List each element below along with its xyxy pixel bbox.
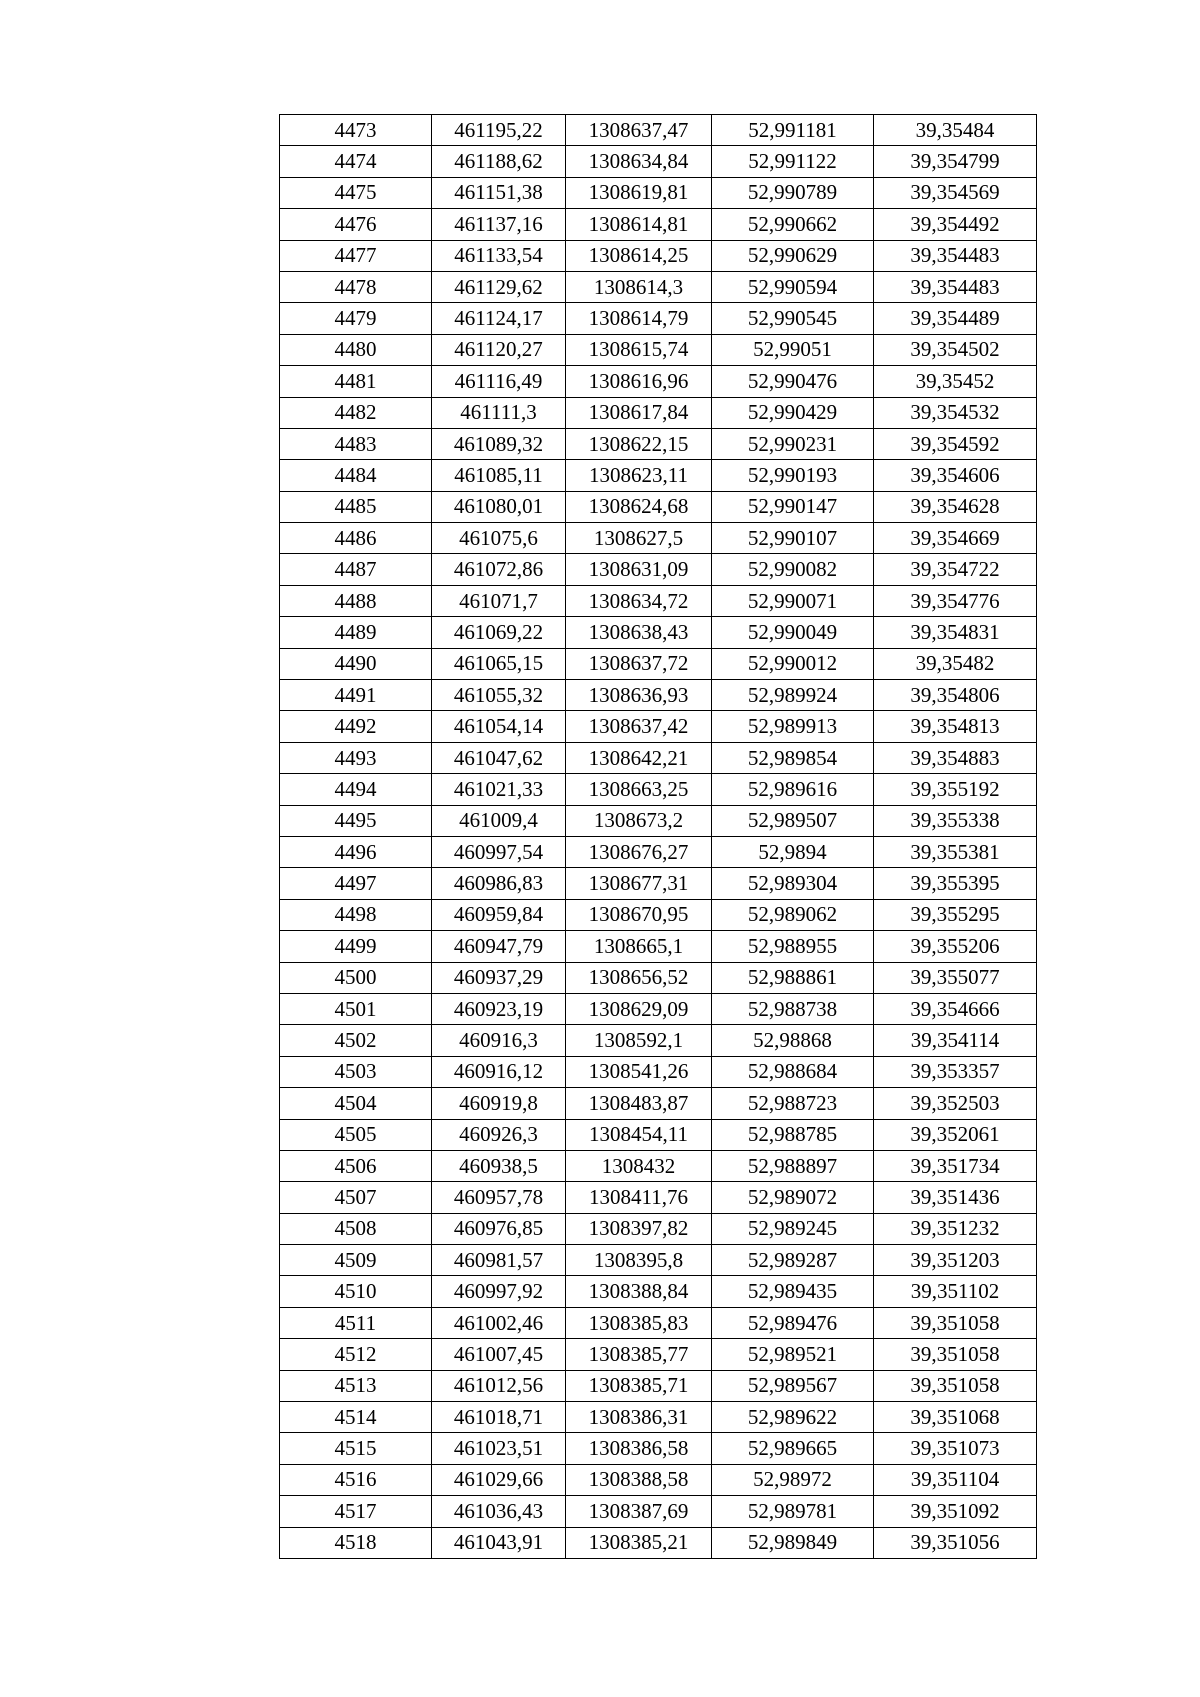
y-coordinate-cell: 1308385,77 <box>566 1339 712 1370</box>
latitude-cell: 52,990231 <box>712 428 874 459</box>
table-row <box>280 523 1037 554</box>
longitude-cell: 39,35482 <box>874 648 1037 679</box>
x-coordinate-cell: 461036,43 <box>432 1496 566 1527</box>
table-row <box>280 1527 1037 1558</box>
longitude-cell: 39,354606 <box>874 460 1037 491</box>
x-coordinate-cell: 460938,5 <box>432 1150 566 1181</box>
x-coordinate-cell: 461018,71 <box>432 1402 566 1433</box>
longitude-cell: 39,354806 <box>874 680 1037 711</box>
point-number-cell: 4510 <box>280 1276 432 1307</box>
table-row <box>280 1496 1037 1527</box>
latitude-cell: 52,989567 <box>712 1370 874 1401</box>
point-number-cell: 4475 <box>280 177 432 208</box>
x-coordinate-cell: 461054,14 <box>432 711 566 742</box>
table-row <box>280 836 1037 867</box>
latitude-cell: 52,990012 <box>712 648 874 679</box>
x-coordinate-cell: 461009,4 <box>432 805 566 836</box>
point-number-cell: 4503 <box>280 1056 432 1087</box>
y-coordinate-cell: 1308614,3 <box>566 271 712 302</box>
point-number-cell: 4490 <box>280 648 432 679</box>
longitude-cell: 39,355192 <box>874 774 1037 805</box>
x-coordinate-cell: 460916,3 <box>432 1025 566 1056</box>
table-row <box>280 742 1037 773</box>
y-coordinate-cell: 1308387,69 <box>566 1496 712 1527</box>
y-coordinate-cell: 1308592,1 <box>566 1025 712 1056</box>
x-coordinate-cell: 461116,49 <box>432 366 566 397</box>
table-row <box>280 491 1037 522</box>
latitude-cell: 52,990071 <box>712 585 874 616</box>
table-row <box>280 146 1037 177</box>
point-number-cell: 4496 <box>280 836 432 867</box>
x-coordinate-cell: 461029,66 <box>432 1464 566 1495</box>
x-coordinate-cell: 461069,22 <box>432 617 566 648</box>
point-number-cell: 4495 <box>280 805 432 836</box>
longitude-cell: 39,351068 <box>874 1402 1037 1433</box>
longitude-cell: 39,355395 <box>874 868 1037 899</box>
x-coordinate-cell: 460997,54 <box>432 836 566 867</box>
table-row <box>280 774 1037 805</box>
y-coordinate-cell: 1308642,21 <box>566 742 712 773</box>
latitude-cell: 52,990594 <box>712 271 874 302</box>
latitude-cell: 52,990107 <box>712 523 874 554</box>
x-coordinate-cell: 461080,01 <box>432 491 566 522</box>
point-number-cell: 4511 <box>280 1307 432 1338</box>
table-row <box>280 1182 1037 1213</box>
latitude-cell: 52,989849 <box>712 1527 874 1558</box>
latitude-cell: 52,990476 <box>712 366 874 397</box>
latitude-cell: 52,991181 <box>712 115 874 146</box>
x-coordinate-cell: 460986,83 <box>432 868 566 899</box>
table-row <box>280 680 1037 711</box>
point-number-cell: 4473 <box>280 115 432 146</box>
longitude-cell: 39,351058 <box>874 1307 1037 1338</box>
table-row <box>280 397 1037 428</box>
latitude-cell: 52,988785 <box>712 1119 874 1150</box>
latitude-cell: 52,989622 <box>712 1402 874 1433</box>
y-coordinate-cell: 1308614,81 <box>566 209 712 240</box>
latitude-cell: 52,989665 <box>712 1433 874 1464</box>
y-coordinate-cell: 1308670,95 <box>566 899 712 930</box>
point-number-cell: 4492 <box>280 711 432 742</box>
latitude-cell: 52,988955 <box>712 931 874 962</box>
latitude-cell: 52,989062 <box>712 899 874 930</box>
table-row <box>280 240 1037 271</box>
latitude-cell: 52,988897 <box>712 1150 874 1181</box>
table-row <box>280 1119 1037 1150</box>
longitude-cell: 39,354492 <box>874 209 1037 240</box>
point-number-cell: 4484 <box>280 460 432 491</box>
table-row <box>280 1088 1037 1119</box>
longitude-cell: 39,354666 <box>874 993 1037 1024</box>
latitude-cell: 52,99051 <box>712 334 874 365</box>
latitude-cell: 52,989304 <box>712 868 874 899</box>
longitude-cell: 39,354813 <box>874 711 1037 742</box>
y-coordinate-cell: 1308665,1 <box>566 931 712 962</box>
x-coordinate-cell: 461021,33 <box>432 774 566 805</box>
longitude-cell: 39,354628 <box>874 491 1037 522</box>
point-number-cell: 4517 <box>280 1496 432 1527</box>
longitude-cell: 39,351104 <box>874 1464 1037 1495</box>
latitude-cell: 52,990049 <box>712 617 874 648</box>
longitude-cell: 39,354483 <box>874 240 1037 271</box>
latitude-cell: 52,989072 <box>712 1182 874 1213</box>
table-row <box>280 334 1037 365</box>
longitude-cell: 39,351102 <box>874 1276 1037 1307</box>
table-row <box>280 271 1037 302</box>
x-coordinate-cell: 461047,62 <box>432 742 566 773</box>
x-coordinate-cell: 461151,38 <box>432 177 566 208</box>
latitude-cell: 52,989854 <box>712 742 874 773</box>
latitude-cell: 52,9894 <box>712 836 874 867</box>
table-row <box>280 1150 1037 1181</box>
y-coordinate-cell: 1308386,58 <box>566 1433 712 1464</box>
table-row <box>280 1276 1037 1307</box>
x-coordinate-cell: 460976,85 <box>432 1213 566 1244</box>
y-coordinate-cell: 1308637,42 <box>566 711 712 742</box>
table-row <box>280 115 1037 146</box>
longitude-cell: 39,354831 <box>874 617 1037 648</box>
longitude-cell: 39,354502 <box>874 334 1037 365</box>
y-coordinate-cell: 1308636,93 <box>566 680 712 711</box>
point-number-cell: 4478 <box>280 271 432 302</box>
x-coordinate-cell: 461071,7 <box>432 585 566 616</box>
point-number-cell: 4476 <box>280 209 432 240</box>
y-coordinate-cell: 1308385,21 <box>566 1527 712 1558</box>
longitude-cell: 39,354722 <box>874 554 1037 585</box>
longitude-cell: 39,354776 <box>874 585 1037 616</box>
coordinates-table <box>279 114 1037 1559</box>
longitude-cell: 39,351092 <box>874 1496 1037 1527</box>
x-coordinate-cell: 460997,92 <box>432 1276 566 1307</box>
latitude-cell: 52,989507 <box>712 805 874 836</box>
table-row <box>280 962 1037 993</box>
longitude-cell: 39,354483 <box>874 271 1037 302</box>
y-coordinate-cell: 1308676,27 <box>566 836 712 867</box>
y-coordinate-cell: 1308634,84 <box>566 146 712 177</box>
latitude-cell: 52,989781 <box>712 1496 874 1527</box>
longitude-cell: 39,354669 <box>874 523 1037 554</box>
y-coordinate-cell: 1308663,25 <box>566 774 712 805</box>
y-coordinate-cell: 1308614,25 <box>566 240 712 271</box>
y-coordinate-cell: 1308629,09 <box>566 993 712 1024</box>
longitude-cell: 39,354799 <box>874 146 1037 177</box>
table-row <box>280 931 1037 962</box>
longitude-cell: 39,352061 <box>874 1119 1037 1150</box>
latitude-cell: 52,990662 <box>712 209 874 240</box>
latitude-cell: 52,990082 <box>712 554 874 585</box>
x-coordinate-cell: 461012,56 <box>432 1370 566 1401</box>
longitude-cell: 39,351058 <box>874 1339 1037 1370</box>
x-coordinate-cell: 460957,78 <box>432 1182 566 1213</box>
y-coordinate-cell: 1308623,11 <box>566 460 712 491</box>
x-coordinate-cell: 461002,46 <box>432 1307 566 1338</box>
y-coordinate-cell: 1308614,79 <box>566 303 712 334</box>
point-number-cell: 4491 <box>280 680 432 711</box>
point-number-cell: 4499 <box>280 931 432 962</box>
longitude-cell: 39,354569 <box>874 177 1037 208</box>
x-coordinate-cell: 461007,45 <box>432 1339 566 1370</box>
latitude-cell: 52,989616 <box>712 774 874 805</box>
table-row <box>280 1433 1037 1464</box>
y-coordinate-cell: 1308627,5 <box>566 523 712 554</box>
latitude-cell: 52,988684 <box>712 1056 874 1087</box>
point-number-cell: 4493 <box>280 742 432 773</box>
table-row <box>280 648 1037 679</box>
longitude-cell: 39,355206 <box>874 931 1037 962</box>
longitude-cell: 39,354489 <box>874 303 1037 334</box>
x-coordinate-cell: 461195,22 <box>432 115 566 146</box>
y-coordinate-cell: 1308541,26 <box>566 1056 712 1087</box>
latitude-cell: 52,990789 <box>712 177 874 208</box>
point-number-cell: 4483 <box>280 428 432 459</box>
longitude-cell: 39,352503 <box>874 1088 1037 1119</box>
x-coordinate-cell: 461075,6 <box>432 523 566 554</box>
y-coordinate-cell: 1308622,15 <box>566 428 712 459</box>
x-coordinate-cell: 461137,16 <box>432 209 566 240</box>
x-coordinate-cell: 461188,62 <box>432 146 566 177</box>
table-row <box>280 617 1037 648</box>
y-coordinate-cell: 1308454,11 <box>566 1119 712 1150</box>
x-coordinate-cell: 461133,54 <box>432 240 566 271</box>
point-number-cell: 4518 <box>280 1527 432 1558</box>
x-coordinate-cell: 461055,32 <box>432 680 566 711</box>
y-coordinate-cell: 1308656,52 <box>566 962 712 993</box>
latitude-cell: 52,989521 <box>712 1339 874 1370</box>
table-row <box>280 303 1037 334</box>
point-number-cell: 4482 <box>280 397 432 428</box>
y-coordinate-cell: 1308619,81 <box>566 177 712 208</box>
y-coordinate-cell: 1308397,82 <box>566 1213 712 1244</box>
longitude-cell: 39,351073 <box>874 1433 1037 1464</box>
x-coordinate-cell: 460926,3 <box>432 1119 566 1150</box>
longitude-cell: 39,35484 <box>874 115 1037 146</box>
latitude-cell: 52,98972 <box>712 1464 874 1495</box>
y-coordinate-cell: 1308638,43 <box>566 617 712 648</box>
y-coordinate-cell: 1308395,8 <box>566 1245 712 1276</box>
point-number-cell: 4498 <box>280 899 432 930</box>
table-row <box>280 1307 1037 1338</box>
x-coordinate-cell: 461129,62 <box>432 271 566 302</box>
latitude-cell: 52,990147 <box>712 491 874 522</box>
point-number-cell: 4486 <box>280 523 432 554</box>
point-number-cell: 4514 <box>280 1402 432 1433</box>
latitude-cell: 52,990545 <box>712 303 874 334</box>
y-coordinate-cell: 1308677,31 <box>566 868 712 899</box>
point-number-cell: 4477 <box>280 240 432 271</box>
y-coordinate-cell: 1308386,31 <box>566 1402 712 1433</box>
latitude-cell: 52,990429 <box>712 397 874 428</box>
y-coordinate-cell: 1308624,68 <box>566 491 712 522</box>
longitude-cell: 39,351058 <box>874 1370 1037 1401</box>
latitude-cell: 52,988861 <box>712 962 874 993</box>
longitude-cell: 39,354114 <box>874 1025 1037 1056</box>
point-number-cell: 4485 <box>280 491 432 522</box>
longitude-cell: 39,35452 <box>874 366 1037 397</box>
table-row <box>280 428 1037 459</box>
table-row <box>280 209 1037 240</box>
point-number-cell: 4501 <box>280 993 432 1024</box>
y-coordinate-cell: 1308411,76 <box>566 1182 712 1213</box>
x-coordinate-cell: 460937,29 <box>432 962 566 993</box>
point-number-cell: 4474 <box>280 146 432 177</box>
point-number-cell: 4504 <box>280 1088 432 1119</box>
point-number-cell: 4480 <box>280 334 432 365</box>
point-number-cell: 4506 <box>280 1150 432 1181</box>
x-coordinate-cell: 460947,79 <box>432 931 566 962</box>
table-row <box>280 366 1037 397</box>
point-number-cell: 4479 <box>280 303 432 334</box>
y-coordinate-cell: 1308388,58 <box>566 1464 712 1495</box>
latitude-cell: 52,988723 <box>712 1088 874 1119</box>
y-coordinate-cell: 1308615,74 <box>566 334 712 365</box>
latitude-cell: 52,989913 <box>712 711 874 742</box>
point-number-cell: 4512 <box>280 1339 432 1370</box>
x-coordinate-cell: 461089,32 <box>432 428 566 459</box>
longitude-cell: 39,353357 <box>874 1056 1037 1087</box>
x-coordinate-cell: 460981,57 <box>432 1245 566 1276</box>
longitude-cell: 39,351056 <box>874 1527 1037 1558</box>
point-number-cell: 4505 <box>280 1119 432 1150</box>
latitude-cell: 52,989476 <box>712 1307 874 1338</box>
table-row <box>280 1402 1037 1433</box>
point-number-cell: 4481 <box>280 366 432 397</box>
x-coordinate-cell: 461085,11 <box>432 460 566 491</box>
longitude-cell: 39,351734 <box>874 1150 1037 1181</box>
table-row <box>280 585 1037 616</box>
y-coordinate-cell: 1308631,09 <box>566 554 712 585</box>
y-coordinate-cell: 1308637,47 <box>566 115 712 146</box>
table-row <box>280 177 1037 208</box>
point-number-cell: 4500 <box>280 962 432 993</box>
table-row <box>280 1339 1037 1370</box>
y-coordinate-cell: 1308637,72 <box>566 648 712 679</box>
longitude-cell: 39,355381 <box>874 836 1037 867</box>
x-coordinate-cell: 461124,17 <box>432 303 566 334</box>
longitude-cell: 39,351232 <box>874 1213 1037 1244</box>
table-row <box>280 805 1037 836</box>
y-coordinate-cell: 1308385,83 <box>566 1307 712 1338</box>
y-coordinate-cell: 1308617,84 <box>566 397 712 428</box>
x-coordinate-cell: 461072,86 <box>432 554 566 585</box>
table-row <box>280 899 1037 930</box>
longitude-cell: 39,351436 <box>874 1182 1037 1213</box>
table-row <box>280 1213 1037 1244</box>
point-number-cell: 4487 <box>280 554 432 585</box>
x-coordinate-cell: 461023,51 <box>432 1433 566 1464</box>
table-row <box>280 554 1037 585</box>
longitude-cell: 39,354883 <box>874 742 1037 773</box>
table-row <box>280 868 1037 899</box>
latitude-cell: 52,990629 <box>712 240 874 271</box>
point-number-cell: 4497 <box>280 868 432 899</box>
latitude-cell: 52,989435 <box>712 1276 874 1307</box>
point-number-cell: 4488 <box>280 585 432 616</box>
latitude-cell: 52,990193 <box>712 460 874 491</box>
point-number-cell: 4509 <box>280 1245 432 1276</box>
point-number-cell: 4507 <box>280 1182 432 1213</box>
y-coordinate-cell: 1308432 <box>566 1150 712 1181</box>
table-row <box>280 1245 1037 1276</box>
y-coordinate-cell: 1308388,84 <box>566 1276 712 1307</box>
table-row <box>280 460 1037 491</box>
table-row <box>280 711 1037 742</box>
latitude-cell: 52,98868 <box>712 1025 874 1056</box>
y-coordinate-cell: 1308483,87 <box>566 1088 712 1119</box>
x-coordinate-cell: 461120,27 <box>432 334 566 365</box>
table-row <box>280 1464 1037 1495</box>
x-coordinate-cell: 461065,15 <box>432 648 566 679</box>
y-coordinate-cell: 1308673,2 <box>566 805 712 836</box>
longitude-cell: 39,354592 <box>874 428 1037 459</box>
longitude-cell: 39,354532 <box>874 397 1037 428</box>
latitude-cell: 52,989287 <box>712 1245 874 1276</box>
point-number-cell: 4513 <box>280 1370 432 1401</box>
point-number-cell: 4516 <box>280 1464 432 1495</box>
x-coordinate-cell: 461043,91 <box>432 1527 566 1558</box>
point-number-cell: 4489 <box>280 617 432 648</box>
longitude-cell: 39,355338 <box>874 805 1037 836</box>
x-coordinate-cell: 461111,3 <box>432 397 566 428</box>
table-row <box>280 1056 1037 1087</box>
table-row <box>280 1025 1037 1056</box>
y-coordinate-cell: 1308634,72 <box>566 585 712 616</box>
latitude-cell: 52,989924 <box>712 680 874 711</box>
point-number-cell: 4502 <box>280 1025 432 1056</box>
longitude-cell: 39,355077 <box>874 962 1037 993</box>
point-number-cell: 4494 <box>280 774 432 805</box>
latitude-cell: 52,989245 <box>712 1213 874 1244</box>
latitude-cell: 52,988738 <box>712 993 874 1024</box>
point-number-cell: 4515 <box>280 1433 432 1464</box>
table-row <box>280 993 1037 1024</box>
y-coordinate-cell: 1308616,96 <box>566 366 712 397</box>
table-row <box>280 1370 1037 1401</box>
y-coordinate-cell: 1308385,71 <box>566 1370 712 1401</box>
x-coordinate-cell: 460916,12 <box>432 1056 566 1087</box>
latitude-cell: 52,991122 <box>712 146 874 177</box>
x-coordinate-cell: 460923,19 <box>432 993 566 1024</box>
coordinates-table-body <box>280 115 1037 1559</box>
longitude-cell: 39,351203 <box>874 1245 1037 1276</box>
longitude-cell: 39,355295 <box>874 899 1037 930</box>
x-coordinate-cell: 460919,8 <box>432 1088 566 1119</box>
point-number-cell: 4508 <box>280 1213 432 1244</box>
x-coordinate-cell: 460959,84 <box>432 899 566 930</box>
